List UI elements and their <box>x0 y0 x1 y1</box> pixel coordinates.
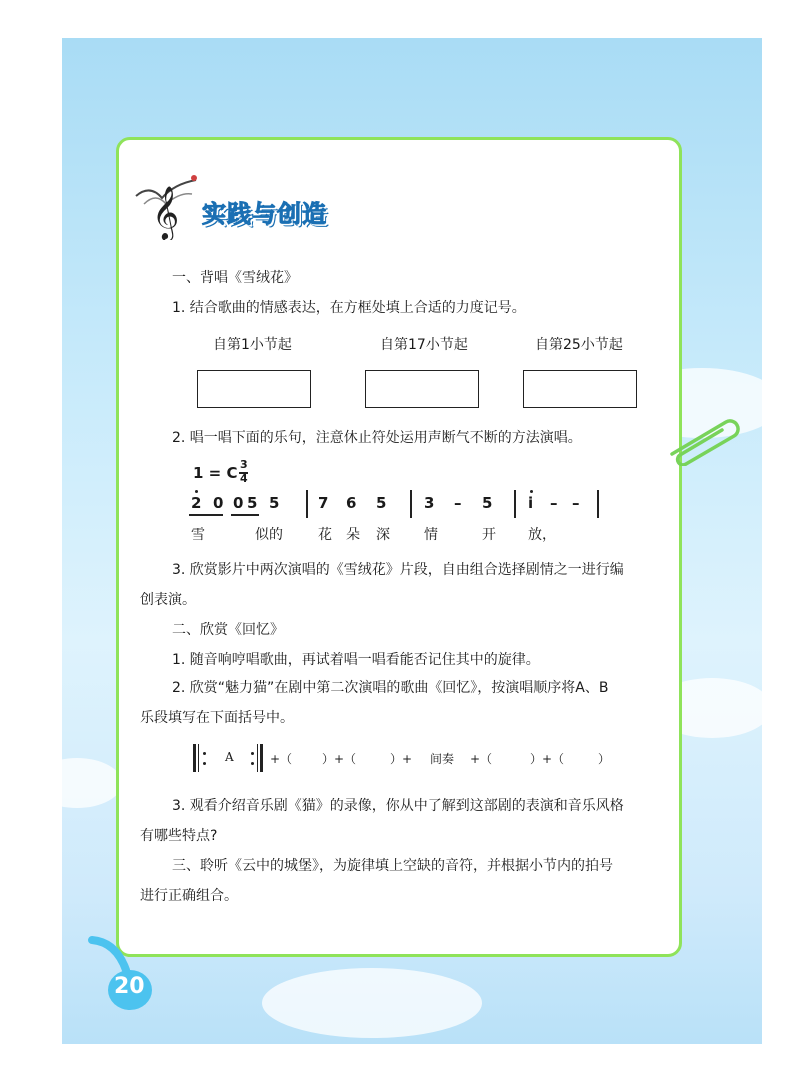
lyric: 似的 <box>255 527 283 543</box>
form-blank-1: +（ <box>270 752 293 766</box>
cloud <box>262 968 482 1038</box>
beam <box>189 514 223 516</box>
s3-heading-line1: 三、聆听《云中的城堡》，为旋律填上空缺的音符，并根据小节内的拍号 <box>172 858 613 874</box>
repeat-dot <box>251 762 254 765</box>
s1-q2: 2. 唱一唱下面的乐句，注意休止符处运用声断气不断的方法演唱。 <box>172 430 582 446</box>
note: 0 <box>213 494 224 512</box>
s2-q1: 1. 随音响哼唱歌曲，再试着唱一唱看能否记住其中的旋律。 <box>172 652 540 668</box>
s1-q3-line1: 3. 欣赏影片中两次演唱的《雪绒花》片段，自由组合选择剧情之一进行编 <box>172 562 624 578</box>
form-plus: ）+ <box>390 752 413 766</box>
lyric: 花 <box>318 527 332 543</box>
form-section-a: A <box>225 750 234 764</box>
s1-heading: 一、背唱《雪绒花》 <box>172 270 298 286</box>
barline <box>514 490 516 518</box>
note: 0 <box>233 494 244 512</box>
note: 6 <box>346 494 357 512</box>
s2-q2-line1: 2. 欣赏“魅力猫”在剧中第二次演唱的歌曲《回忆》，按演唱顺序将A、B <box>172 680 609 696</box>
time-signature-top: 3 <box>240 458 248 471</box>
repeat-dot <box>251 752 254 755</box>
s2-q3-line2: 有哪些特点? <box>140 828 218 844</box>
s1-q1: 1. 结合歌曲的情感表达，在方框处填上合适的力度记号。 <box>172 300 526 316</box>
key-signature: 1 = C <box>193 464 238 482</box>
octave-dot <box>530 490 533 493</box>
beam <box>231 514 259 516</box>
note: 5 <box>269 494 280 512</box>
dynamics-box-1[interactable] <box>197 370 311 408</box>
lyric: 放， <box>528 527 556 543</box>
note: i <box>528 494 534 512</box>
form-blank-3: +（ <box>470 752 493 766</box>
note: 5 <box>247 494 258 512</box>
note: 5 <box>482 494 493 512</box>
note: 2 <box>191 494 202 512</box>
s1-q3-line2: 创表演。 <box>140 592 196 608</box>
note: 5 <box>376 494 387 512</box>
dynamics-box-2[interactable] <box>365 370 479 408</box>
lyric: 朵 <box>346 527 360 543</box>
form-blank-4: ）+（ <box>530 752 565 766</box>
lyric: 深 <box>376 527 390 543</box>
note: – <box>550 494 558 512</box>
barline <box>597 490 599 518</box>
s2-heading: 二、欣赏《回忆》 <box>172 622 284 638</box>
s3-heading-line2: 进行正确组合。 <box>140 888 238 904</box>
measure-label-1: 自第1小节起 <box>213 337 292 353</box>
repeat-start-thick <box>193 744 196 772</box>
note: 7 <box>318 494 329 512</box>
cloud <box>32 758 122 808</box>
treble-clef-icon <box>130 170 202 240</box>
section-heading <box>130 170 370 240</box>
note: 3 <box>424 494 435 512</box>
lyric: 开 <box>482 527 496 543</box>
repeat-end-thick <box>260 744 263 772</box>
form-interlude: 间奏 <box>430 752 455 766</box>
barline <box>306 490 308 518</box>
note: – <box>454 494 462 512</box>
octave-dot <box>195 490 198 493</box>
measure-label-2: 自第17小节起 <box>380 337 468 353</box>
form-close: ） <box>598 752 611 766</box>
page-number: 20 <box>114 974 145 999</box>
barline <box>410 490 412 518</box>
form-blank-2: ）+（ <box>322 752 357 766</box>
repeat-end-thin <box>257 744 258 772</box>
lyric: 雪 <box>191 527 205 543</box>
repeat-dot <box>203 752 206 755</box>
paperclip-icon <box>664 410 744 466</box>
note: – <box>572 494 580 512</box>
section-title: 实践与创造 <box>202 200 327 228</box>
s2-q3-line1: 3. 观看介绍音乐剧《猫》的录像，你从中了解到这部剧的表演和音乐风格 <box>172 798 624 814</box>
time-signature-bottom: 4 <box>240 472 248 485</box>
repeat-dot <box>203 762 206 765</box>
repeat-start-thin <box>198 744 199 772</box>
measure-label-3: 自第25小节起 <box>535 337 623 353</box>
svg-text:𝄞: 𝄞 <box>152 185 180 239</box>
dynamics-box-3[interactable] <box>523 370 637 408</box>
lyric: 情 <box>424 527 438 543</box>
s2-q2-line2: 乐段填写在下面括号中。 <box>140 710 294 726</box>
